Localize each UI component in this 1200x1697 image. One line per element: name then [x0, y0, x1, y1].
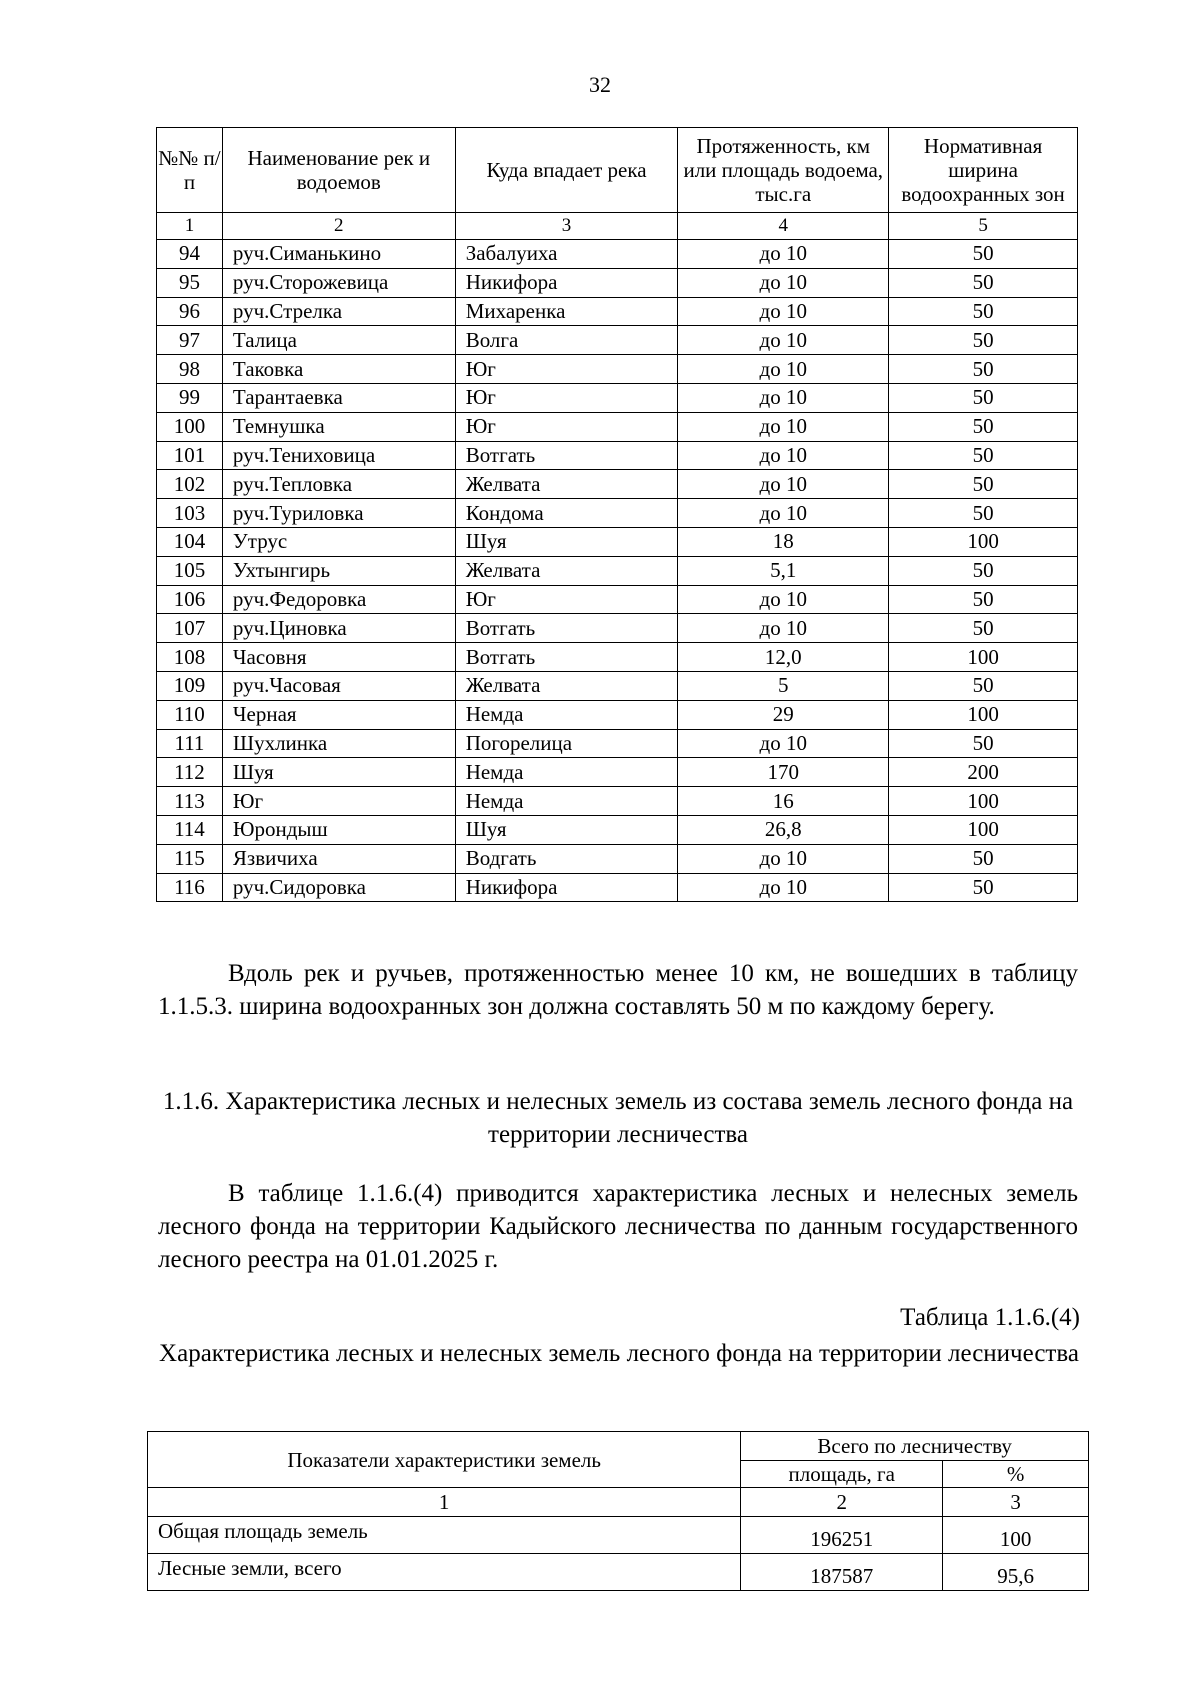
cell-num: 99: [157, 383, 223, 412]
table-row: [157, 527, 1078, 556]
table-row: [157, 844, 1078, 873]
cell-length: до 10: [678, 355, 889, 384]
header-num: №№ п/п: [157, 128, 223, 213]
table-label: Таблица 1.1.6.(4): [900, 1304, 1080, 1331]
cell-num: 107: [157, 614, 223, 643]
cell-river-name: руч.Часовая: [222, 671, 455, 700]
cell-zone-width: 50: [889, 355, 1078, 384]
cell-river-name: Юг: [222, 787, 455, 816]
cell-river-name: Тарантаевка: [222, 383, 455, 412]
cell-num: 96: [157, 297, 223, 326]
cell-flows-into: Юг: [455, 585, 678, 614]
cell-river-name: Утрус: [222, 527, 455, 556]
cell-zone-width: 100: [889, 527, 1078, 556]
cell-zone-width: 50: [889, 556, 1078, 585]
cell-river-name: Язвичиха: [222, 844, 455, 873]
table-row: [157, 297, 1078, 326]
cell-num: 98: [157, 355, 223, 384]
column-number: 5: [889, 213, 1078, 240]
cell-zone-width: 100: [889, 787, 1078, 816]
cell-area: 187587: [741, 1554, 943, 1591]
cell-percent: 100: [943, 1517, 1089, 1554]
cell-num: 109: [157, 671, 223, 700]
cell-flows-into: Вотгать: [455, 614, 678, 643]
cell-zone-width: 50: [889, 268, 1078, 297]
cell-indicator: Лесные земли, всего: [148, 1554, 741, 1591]
cell-num: 113: [157, 787, 223, 816]
cell-zone-width: 50: [889, 844, 1078, 873]
table-row: [157, 758, 1078, 787]
cell-zone-width: 50: [889, 499, 1078, 528]
table-row: [157, 614, 1078, 643]
table-row: [157, 441, 1078, 470]
cell-num: 116: [157, 873, 223, 902]
cell-num: 94: [157, 240, 223, 269]
cell-flows-into: Шуя: [455, 815, 678, 844]
lands-table: [147, 1431, 1089, 1591]
cell-num: 105: [157, 556, 223, 585]
cell-num: 95: [157, 268, 223, 297]
table-row: [157, 499, 1078, 528]
cell-river-name: Черная: [222, 700, 455, 729]
cell-zone-width: 200: [889, 758, 1078, 787]
cell-flows-into: Желвата: [455, 470, 678, 499]
table-row: [148, 1517, 1089, 1554]
paragraph-table-intro: В таблице 1.1.6.(4) приводится характеристика лесных и нелесных земель лесного фонда на территории Кадыйского лесничества по данным государственного лесного реестра на 01.01.2025 г.: [158, 1180, 1078, 1273]
table-row: [157, 671, 1078, 700]
cell-flows-into: Шуя: [455, 527, 678, 556]
cell-zone-width: 50: [889, 671, 1078, 700]
cell-num: 101: [157, 441, 223, 470]
header-indicator: Показатели характеристики земель: [148, 1432, 741, 1488]
cell-river-name: руч.Тениховица: [222, 441, 455, 470]
cell-length: 170: [678, 758, 889, 787]
table-title: Характеристика лесных и нелесных земель лесного фонда на территории лесничества: [159, 1340, 1079, 1367]
table-row: [157, 412, 1078, 441]
table-row: [157, 383, 1078, 412]
cell-river-name: руч.Тепловка: [222, 470, 455, 499]
paragraph-water-zones: Вдоль рек и ручьев, протяженностью менее 10 км, не вошедших в таблицу 1.1.5.3. ширина водоохранных зон должна составлять 50 м по каждому берегу.: [158, 960, 1078, 1020]
cell-flows-into: Забалуиха: [455, 240, 678, 269]
column-number: 3: [943, 1488, 1089, 1517]
cell-flows-into: Волга: [455, 326, 678, 355]
column-number: 1: [157, 213, 223, 240]
cell-flows-into: Никифора: [455, 873, 678, 902]
cell-num: 102: [157, 470, 223, 499]
cell-flows-into: Вотгать: [455, 643, 678, 672]
cell-river-name: Таковка: [222, 355, 455, 384]
cell-river-name: руч.Симанькино: [222, 240, 455, 269]
cell-river-name: руч.Сидоровка: [222, 873, 455, 902]
cell-length: до 10: [678, 441, 889, 470]
cell-length: 12,0: [678, 643, 889, 672]
cell-zone-width: 100: [889, 643, 1078, 672]
table-row: [157, 326, 1078, 355]
cell-flows-into: Никифора: [455, 268, 678, 297]
lands-table-body: [148, 1517, 1089, 1591]
cell-length: до 10: [678, 585, 889, 614]
page-number: 32: [589, 72, 611, 97]
cell-num: 104: [157, 527, 223, 556]
cell-river-name: Шухлинка: [222, 729, 455, 758]
cell-length: до 10: [678, 729, 889, 758]
column-number: 1: [148, 1488, 741, 1517]
cell-flows-into: Немда: [455, 787, 678, 816]
cell-length: до 10: [678, 412, 889, 441]
cell-length: до 10: [678, 326, 889, 355]
table-row: [157, 643, 1078, 672]
cell-river-name: Юрондыш: [222, 815, 455, 844]
cell-num: 114: [157, 815, 223, 844]
cell-num: 108: [157, 643, 223, 672]
cell-river-name: Темнушка: [222, 412, 455, 441]
table-row: [157, 585, 1078, 614]
table-row: [157, 268, 1078, 297]
cell-length: до 10: [678, 873, 889, 902]
cell-length: 5: [678, 671, 889, 700]
cell-length: до 10: [678, 383, 889, 412]
column-number: 2: [222, 213, 455, 240]
cell-river-name: руч.Стрелка: [222, 297, 455, 326]
column-number: 4: [678, 213, 889, 240]
cell-zone-width: 50: [889, 383, 1078, 412]
cell-length: до 10: [678, 268, 889, 297]
cell-flows-into: Юг: [455, 412, 678, 441]
cell-river-name: Ухтынгирь: [222, 556, 455, 585]
cell-zone-width: 50: [889, 585, 1078, 614]
cell-flows-into: Юг: [455, 383, 678, 412]
table-row: [157, 873, 1078, 902]
header-total: Всего по лесничеству: [741, 1432, 1089, 1461]
cell-flows-into: Юг: [455, 355, 678, 384]
table-row: [157, 470, 1078, 499]
header-percent: %: [943, 1461, 1089, 1488]
cell-river-name: Шуя: [222, 758, 455, 787]
header-length: Протяженность, км или площадь водоема, тыс.га: [678, 128, 889, 213]
cell-zone-width: 100: [889, 700, 1078, 729]
header-area: площадь, га: [741, 1461, 943, 1488]
cell-length: 18: [678, 527, 889, 556]
cell-zone-width: 50: [889, 729, 1078, 758]
cell-river-name: руч.Циновка: [222, 614, 455, 643]
cell-percent: 95,6: [943, 1554, 1089, 1591]
cell-zone-width: 50: [889, 470, 1078, 499]
cell-river-name: Часовня: [222, 643, 455, 672]
cell-num: 112: [157, 758, 223, 787]
cell-length: 5,1: [678, 556, 889, 585]
cell-zone-width: 50: [889, 441, 1078, 470]
cell-zone-width: 50: [889, 873, 1078, 902]
column-number: 3: [455, 213, 678, 240]
cell-flows-into: Желвата: [455, 556, 678, 585]
cell-indicator: Общая площадь земель: [148, 1517, 741, 1554]
cell-num: 111: [157, 729, 223, 758]
cell-flows-into: Кондома: [455, 499, 678, 528]
table-row: [148, 1554, 1089, 1591]
cell-length: до 10: [678, 470, 889, 499]
cell-num: 103: [157, 499, 223, 528]
cell-length: до 10: [678, 297, 889, 326]
cell-flows-into: Водгать: [455, 844, 678, 873]
cell-river-name: руч.Туриловка: [222, 499, 455, 528]
cell-length: 26,8: [678, 815, 889, 844]
column-number: 2: [741, 1488, 943, 1517]
cell-num: 115: [157, 844, 223, 873]
cell-length: 29: [678, 700, 889, 729]
cell-flows-into: Вотгать: [455, 441, 678, 470]
table-row: [157, 787, 1078, 816]
cell-flows-into: Немда: [455, 700, 678, 729]
cell-flows-into: Желвата: [455, 671, 678, 700]
cell-zone-width: 100: [889, 815, 1078, 844]
cell-num: 106: [157, 585, 223, 614]
rivers-table-body: [157, 240, 1078, 902]
cell-flows-into: Погорелица: [455, 729, 678, 758]
cell-zone-width: 50: [889, 240, 1078, 269]
rivers-table: [156, 127, 1078, 902]
table-row: [157, 815, 1078, 844]
cell-length: до 10: [678, 614, 889, 643]
cell-zone-width: 50: [889, 326, 1078, 355]
table-row: [157, 355, 1078, 384]
cell-river-name: Талица: [222, 326, 455, 355]
table-row: [157, 700, 1078, 729]
cell-num: 100: [157, 412, 223, 441]
cell-length: до 10: [678, 499, 889, 528]
header-zone: Нормативная ширина водоохранных зон: [889, 128, 1078, 213]
table-row: [157, 729, 1078, 758]
cell-length: до 10: [678, 844, 889, 873]
cell-flows-into: Михаренка: [455, 297, 678, 326]
cell-zone-width: 50: [889, 614, 1078, 643]
cell-river-name: руч.Федоровка: [222, 585, 455, 614]
header-name: Наименование рек и водоемов: [222, 128, 455, 213]
cell-num: 110: [157, 700, 223, 729]
cell-area: 196251: [741, 1517, 943, 1554]
cell-flows-into: Немда: [455, 758, 678, 787]
table-row: [157, 556, 1078, 585]
cell-length: до 10: [678, 240, 889, 269]
cell-zone-width: 50: [889, 412, 1078, 441]
cell-river-name: руч.Сторожевица: [222, 268, 455, 297]
cell-zone-width: 50: [889, 297, 1078, 326]
table-row: [157, 240, 1078, 269]
cell-length: 16: [678, 787, 889, 816]
section-heading: 1.1.6. Характеристика лесных и нелесных земель из состава земель лесного фонда на территории лесничества: [162, 1088, 1074, 1148]
header-into: Куда впадает река: [455, 128, 678, 213]
cell-num: 97: [157, 326, 223, 355]
